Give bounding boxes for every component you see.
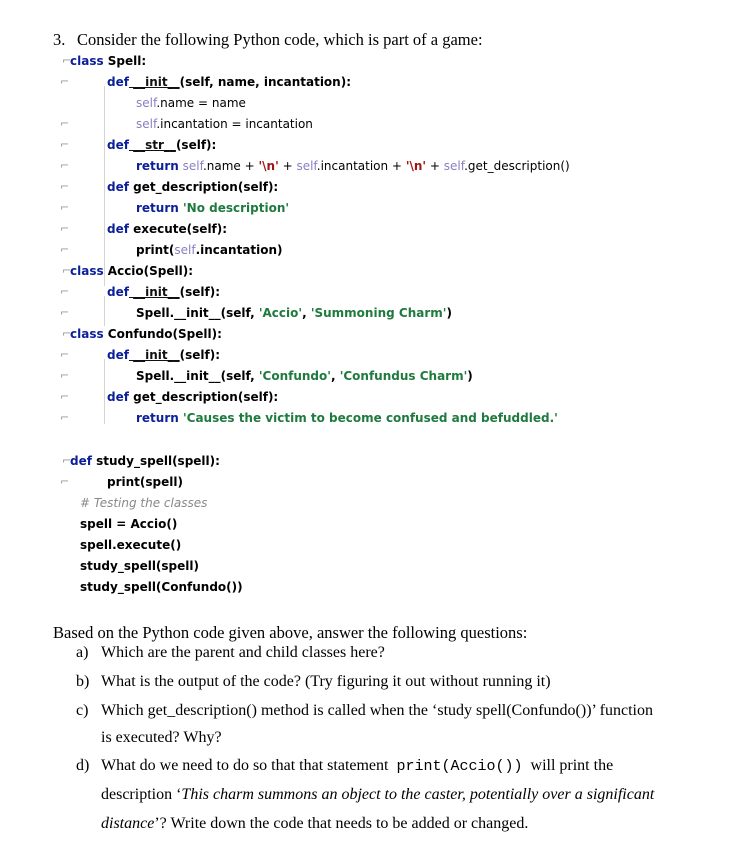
fold-marker-icon: ⌐ [60,243,70,256]
question-a: a) Which are the parent and child classes here? [76,644,385,661]
question-b: b) What is the output of the code? (Try figuring it out without running it) [76,673,551,690]
fold-marker-icon: ⌐ [60,285,70,298]
question-d: d) What do we need to do so that that statement print(Accio()) will print the [76,757,614,775]
code-line: study_spell(spell) [80,559,199,573]
fold-marker-icon: ⌐ [62,264,72,277]
code-line: # Testing the classes [80,496,208,510]
code-line: def __init__(self, name, incantation): [107,75,352,89]
fold-marker-icon: ⌐ [60,475,70,488]
code-line: def get_description(self): [107,390,279,404]
fold-marker-icon: ⌐ [60,159,70,172]
code-line: def __str__(self): [107,138,217,152]
code-line: self.incantation = incantation [136,117,313,131]
fold-marker-icon: ⌐ [62,54,72,67]
code-line: def __init__(self): [107,285,221,299]
code-line: print(spell) [107,475,183,489]
fold-marker-icon: ⌐ [62,327,72,340]
fold-marker-icon: ⌐ [60,390,70,403]
fold-marker-icon: ⌐ [60,75,70,88]
code-line: Spell.__init__(self, 'Confundo', 'Confundus Charm') [136,369,473,383]
question-c-continued: is executed? Why? [101,729,222,746]
fold-marker-icon: ⌐ [62,454,72,467]
indent-guide [104,86,105,286]
fold-marker-icon: ⌐ [60,411,70,424]
code-line: spell.execute() [80,538,182,552]
fold-marker-icon: ⌐ [60,180,70,193]
code-line: ⌐ def study_spell(spell): [62,454,220,468]
questions-prompt: Based on the Python code given above, answer the following questions: [53,623,528,642]
code-line: return self.name + '\n' + self.incantation + '\n' + self.get_description() [136,159,570,173]
code-line: def get_description(self): [107,180,279,194]
code-line: spell = Accio() [80,517,178,531]
code-line: ⌐ class Spell: [62,54,147,68]
code-line: ⌐ class Accio(Spell): [62,264,194,278]
code-line: def execute(self): [107,222,228,236]
fold-marker-icon: ⌐ [60,138,70,151]
fold-marker-icon: ⌐ [60,222,70,235]
question-heading [53,30,483,50]
indent-guide [104,359,105,424]
fold-marker-icon: ⌐ [60,348,70,361]
code-line: return 'Causes the victim to become confused and befuddled.' [136,411,558,425]
question-d-line3: distance’? Write down the code that needs to be added or changed. [101,815,529,832]
question-number: 3. [53,30,66,49]
code-line: study_spell(Confundo()) [80,580,243,594]
question-c: c) Which get_description() method is called when the ‘study spell(Confundo())’ function [76,702,653,719]
code-line: Spell.__init__(self, 'Accio', 'Summoning Charm') [136,306,452,320]
fold-marker-icon: ⌐ [60,369,70,382]
indent-guide [104,296,105,326]
code-line: self.name = name [136,96,246,110]
inline-code: print(Accio()) [396,758,523,775]
fold-marker-icon: ⌐ [60,201,70,214]
code-line: print(self.incantation) [136,243,283,257]
code-line: def __init__(self): [107,348,221,362]
question-d-line2: description ‘This charm summons an object to the caster, potentially over a significant [101,786,655,803]
fold-marker-icon: ⌐ [60,306,70,319]
question-text: Consider the following Python code, which is part of a game: [77,30,483,49]
code-line: ⌐ class Confundo(Spell): [62,327,222,341]
fold-marker-icon: ⌐ [60,117,70,130]
code-line: return 'No description' [136,201,290,215]
